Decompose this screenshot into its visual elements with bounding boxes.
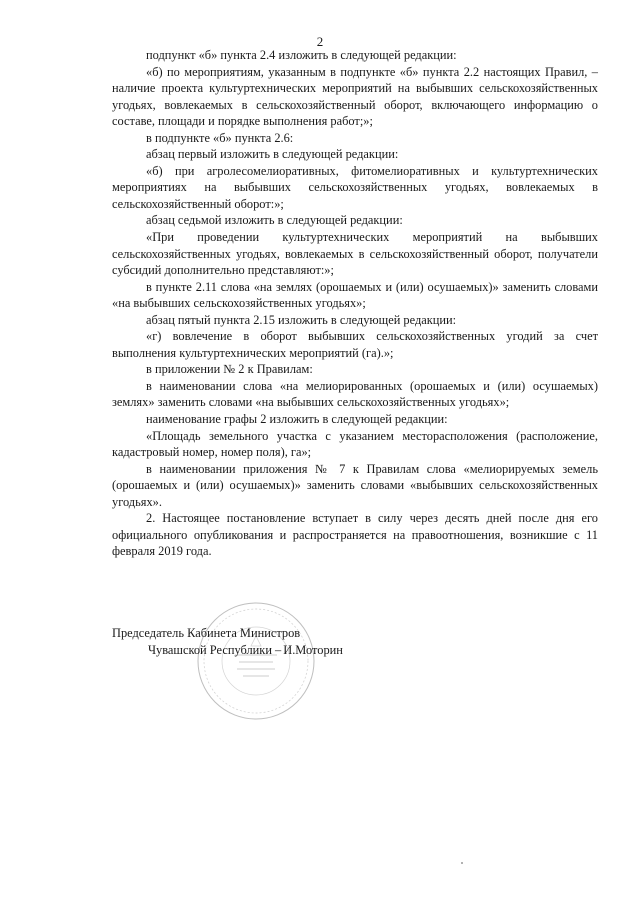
official-seal-icon — [195, 600, 317, 722]
signatory-name: И.Моторин — [283, 642, 343, 657]
paragraph: в пункте 2.11 слова «на землях (орошаемых и (или) осушаемых)» заменить словами «на выбывших сельскохозяйственных угодьях»; — [112, 279, 598, 311]
scan-speck — [461, 862, 463, 864]
signature-block — [112, 625, 412, 658]
paragraph: «б) по мероприятиям, указанным в подпункте «б» пункта 2.2 настоящих Правил, – наличие проекта культуртехнических мероприятий на выбывших сельскохозяйственных угодьях, вовлекаемых в сельскохозяйственный оборот, включающего информацию о составе, площади и порядке выполнения работ;»; — [112, 64, 598, 129]
signatory-title: Председатель Кабинета Министров — [112, 626, 301, 640]
paragraph: в приложении № 2 к Правилам: — [146, 362, 313, 377]
paragraph: в наименовании слова «на мелиорированных (орошаемых и (или) осушаемых) землях» заменить словами «на выбывших сельскохозяйственных угодьях»; — [112, 378, 598, 410]
paragraph: «г) вовлечение в оборот выбывших сельскохозяйственных угодий за счет выполнения культуртехнических мероприятий (га).»; — [112, 329, 598, 360]
paragraph: абзац первый изложить в следующей редакции: — [146, 147, 399, 162]
paragraph: подпункт «б» пункта 2.4 изложить в следующей редакции: — [146, 48, 457, 62]
signatory-title-continued — [112, 642, 412, 659]
paragraph: в подпункте «б» пункта 2.6: — [146, 130, 294, 145]
signatory-region: Чувашской Республики – — [148, 642, 282, 657]
paragraph: «б) при агролесомелиоративных, фитомелиоративных и культуртехнических мероприятиях на выбывших сельскохозяйственных угодьях, вовлекаемых в сельскохозяйственный оборот:»; — [112, 163, 598, 211]
paragraph: в наименовании приложения № 7 к Правилам слова «мелиорируемых земель (орошаемых и (или) осушаемых)» заменить словами «выбывших сельскохозяйственных угодьях». — [112, 461, 598, 509]
page-number: 2 — [316, 34, 324, 49]
paragraph: наименование графы 2 изложить в следующей редакции: — [146, 412, 448, 427]
document-body — [112, 47, 598, 560]
paragraph: абзац пятый пункта 2.15 изложить в следующей редакции: — [146, 312, 457, 327]
paragraph: «При проведении культуртехнических мероприятий на выбывших сельскохозяйственных угодьях, вовлекаемых в сельскохозяйственный оборот, получатели субсидий дополнительно представляют:»; — [112, 230, 598, 278]
paragraph: 2. Настоящее постановление вступает в силу через десять дней после дня его официального опубликования и распространяется на правоотношения, возникшие с 11 февраля 2019 года. — [112, 511, 598, 559]
paragraph: «Площадь земельного участка с указанием месторасположения (расположение, кадастровый номер, номер поля), га»; — [112, 428, 598, 460]
paragraph: абзац седьмой изложить в следующей редакции: — [146, 213, 403, 228]
